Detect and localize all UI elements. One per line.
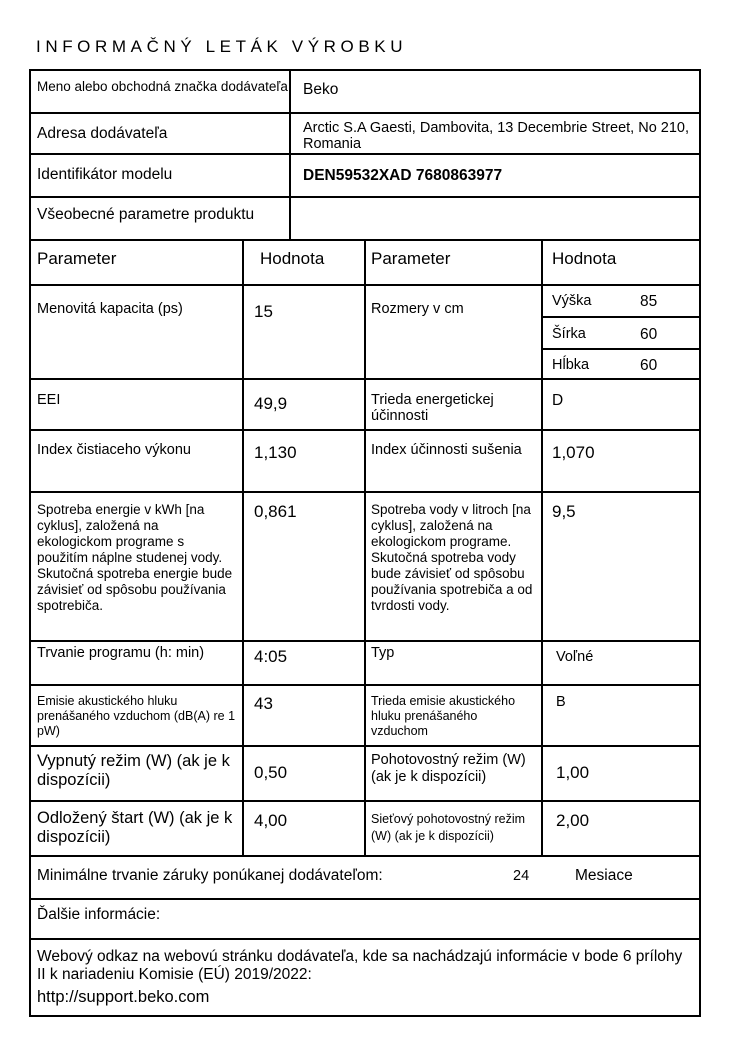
cleaning-index-value: 1,130 (254, 443, 297, 462)
dimensions-label-cell (364, 284, 543, 380)
eei-label-cell (29, 378, 244, 431)
document-title: INFORMAČNÝ LETÁK VÝROBKU (36, 37, 408, 56)
col-param-left: Parameter (37, 249, 117, 268)
drying-index-label-cell (364, 429, 543, 493)
type-label: Typ (371, 645, 395, 661)
col-value-right: Hodnota (552, 249, 617, 268)
off-mode-value: 0,50 (254, 763, 288, 782)
program-duration-label: Trvanie programu (h: min) (37, 645, 205, 661)
warranty-value: 24 (513, 868, 530, 884)
dimensions-label: Rozmery v cm (371, 301, 464, 317)
height-value: 85 (640, 293, 658, 310)
depth-value: 60 (640, 357, 658, 374)
capacity-label-cell (29, 284, 244, 380)
supplier-address: Arctic S.A Gaesti, Dambovita, 13 Decembrie Street, No 210, Romania (303, 120, 690, 152)
warranty-label: Minimálne trvanie záruky ponúkanej dodávateľom: (37, 867, 383, 884)
eei-label: EEI (37, 392, 61, 408)
eei-value: 49,9 (254, 394, 288, 413)
additional-info-label: Ďalšie informácie: (37, 906, 161, 923)
col-value-left: Hodnota (260, 249, 325, 268)
weblink-url[interactable]: http://support.beko.com (37, 988, 210, 1006)
general-params-value-cell (289, 196, 701, 241)
water-consumption-value: 9,5 (552, 502, 576, 521)
noise-label: Emisie akustického hluku prenášaného vzduchom (dB(A) re 1 pW) (37, 694, 236, 738)
drying-index-label: Index účinnosti sušenia (371, 442, 522, 458)
energy-class-label: Trieda energetickej účinnosti (371, 392, 494, 424)
depth-label: Hĺbka (552, 357, 590, 373)
drying-index-value: 1,070 (552, 443, 595, 462)
height-label: Výška (552, 293, 592, 309)
energy-class-value-cell (541, 378, 701, 431)
supplier-address-label: Adresa dodávateľa (37, 125, 168, 142)
type-value: Voľné (556, 649, 594, 665)
energy-consumption-value: 0,861 (254, 502, 297, 521)
water-consumption-label: Spotreba vody v litroch [na cyklus], založená na ekologickom programe. Skutočná spotreba vody bude závisieť od spôsobu používania spotrebiča a od tvrdosti vody. (371, 502, 533, 613)
off-mode-label: Vypnutý režim (W) (ak je k dispozícii) (37, 752, 230, 789)
supplier-name-value-cell (289, 69, 701, 114)
width-value: 60 (640, 326, 658, 343)
noise-value: 43 (254, 694, 273, 713)
standby-value: 1,00 (556, 763, 590, 782)
supplier-name: Beko (303, 81, 339, 98)
energy-consumption-label: Spotreba energie v kWh [na cyklus], založená na ekologickom programe s použitím náplne studenej vody. Skutočná spotreba energie bude závisieť od spôsobu používania spotrebiča. (37, 502, 233, 613)
warranty-unit: Mesiace (575, 867, 633, 884)
general-params-label: Všeobecné parametre produktu (37, 206, 255, 223)
network-standby-value: 2,00 (556, 811, 590, 830)
cleaning-index-label-cell (29, 429, 244, 493)
delay-start-label: Odložený štart (W) (ak je k dispozícii) (37, 809, 233, 846)
standby-label: Pohotovostný režim (W) (ak je k dispozícii) (371, 752, 526, 785)
model-id-label: Identifikátor modelu (37, 166, 173, 183)
capacity-value-cell (242, 284, 366, 380)
col-param-right: Parameter (371, 249, 451, 268)
energy-class-value: D (552, 392, 564, 409)
noise-class-value: B (556, 694, 566, 710)
supplier-name-label: Meno alebo obchodná značka dodávateľa (37, 79, 288, 94)
width-label: Šírka (552, 326, 586, 342)
network-standby-label: Sieťový pohotovostný režim (W) (ak je k dispozícii) (371, 812, 526, 843)
weblink-text: Webový odkaz na webovú stránku dodávateľa, kde sa nachádzajú informácie v bode 6 prílohy II k nariadeniu Komisie (EÚ) 2019/2022: (37, 948, 683, 983)
delay-start-value: 4,00 (254, 811, 288, 830)
capacity-value: 15 (254, 302, 273, 321)
noise-class-label: Trieda emisie akustického hluku prenášaného vzduchom (371, 694, 516, 738)
program-duration-value: 4:05 (254, 647, 288, 666)
capacity-label: Menovitá kapacita (ps) (37, 301, 183, 317)
model-id: DEN59532XAD 7680863977 (303, 167, 503, 184)
cleaning-index-label: Index čistiaceho výkonu (37, 442, 191, 458)
